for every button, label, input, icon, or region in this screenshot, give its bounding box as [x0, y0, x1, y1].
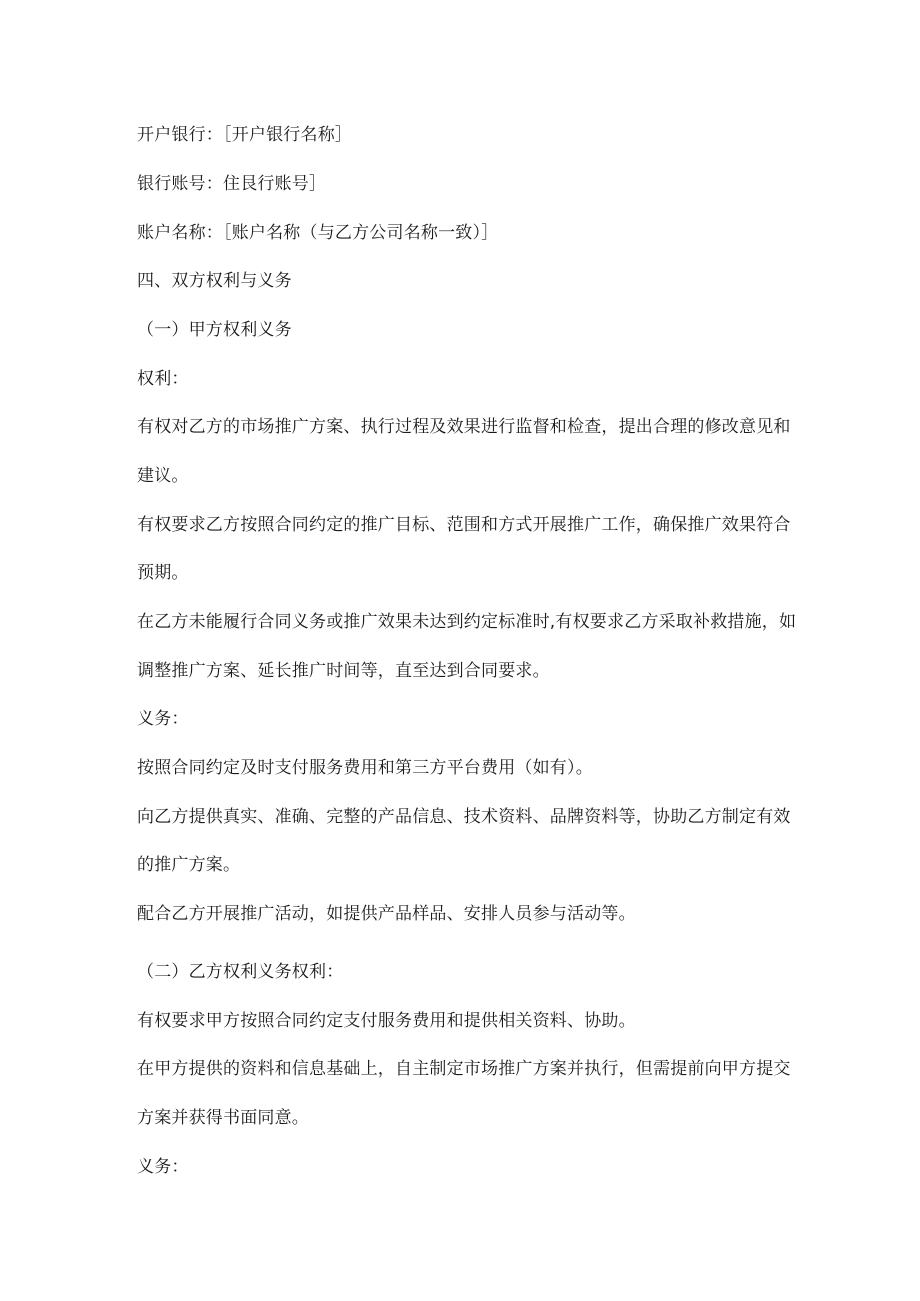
paragraph-line: 按照合同约定及时支付服务费用和第三方平台费用（如有）。 [137, 758, 593, 778]
duties-label: 义务： [137, 709, 189, 729]
paragraph-line: 有权要求乙方按照合同约定的推广目标、范围和方式开展推广工作，确保推广效果符合 [137, 515, 791, 535]
paragraph-line: 有权对乙方的市场推广方案、执行过程及效果进行监督和检查，提出合理的修改意见和 [137, 417, 791, 437]
account-name-line: 账户名称：［账户名称（与乙方公司名称一致）］ [137, 223, 499, 243]
bank-name-line: 开户银行：［开户银行名称］ [137, 125, 353, 145]
paragraph-line: 在甲方提供的资料和信息基础上，自主制定市场推广方案并执行，但需提前向甲方提交 [137, 1059, 791, 1079]
subsection-heading: （二）乙方权利义务权利： [137, 962, 344, 982]
paragraph-line: 配合乙方开展推广活动，如提供产品样品、安排人员参与活动等。 [137, 904, 636, 924]
paragraph-line: 向乙方提供真实、准确、完整的产品信息、技术资料、品牌资料等，协助乙方制定有效 [137, 807, 791, 827]
paragraph-line: 方案并获得书面同意。 [137, 1108, 309, 1128]
section-heading: 四、双方权利与义务 [137, 271, 292, 291]
subsection-heading: （一）甲方权利义务 [137, 320, 292, 340]
duties-label: 义务： [137, 1157, 189, 1177]
paragraph-line: 调整推广方案、延长推广时间等，直至达到合同要求。 [137, 661, 550, 681]
paragraph-line: 有权要求甲方按照合同约定支付服务费用和提供相关资料、协助。 [137, 1011, 636, 1031]
paragraph-line: 预期。 [137, 563, 189, 583]
paragraph-line: 在乙方未能履行合同义务或推广效果未达到约定标准时,有权要求乙方采取补救措施，如 [137, 612, 797, 632]
paragraph-line: 建议。 [137, 466, 189, 486]
paragraph-line: 的推广方案。 [137, 855, 241, 875]
rights-label: 权利： [137, 369, 189, 389]
bank-account-line: 银行账号：住艮行账号］ [137, 174, 327, 194]
